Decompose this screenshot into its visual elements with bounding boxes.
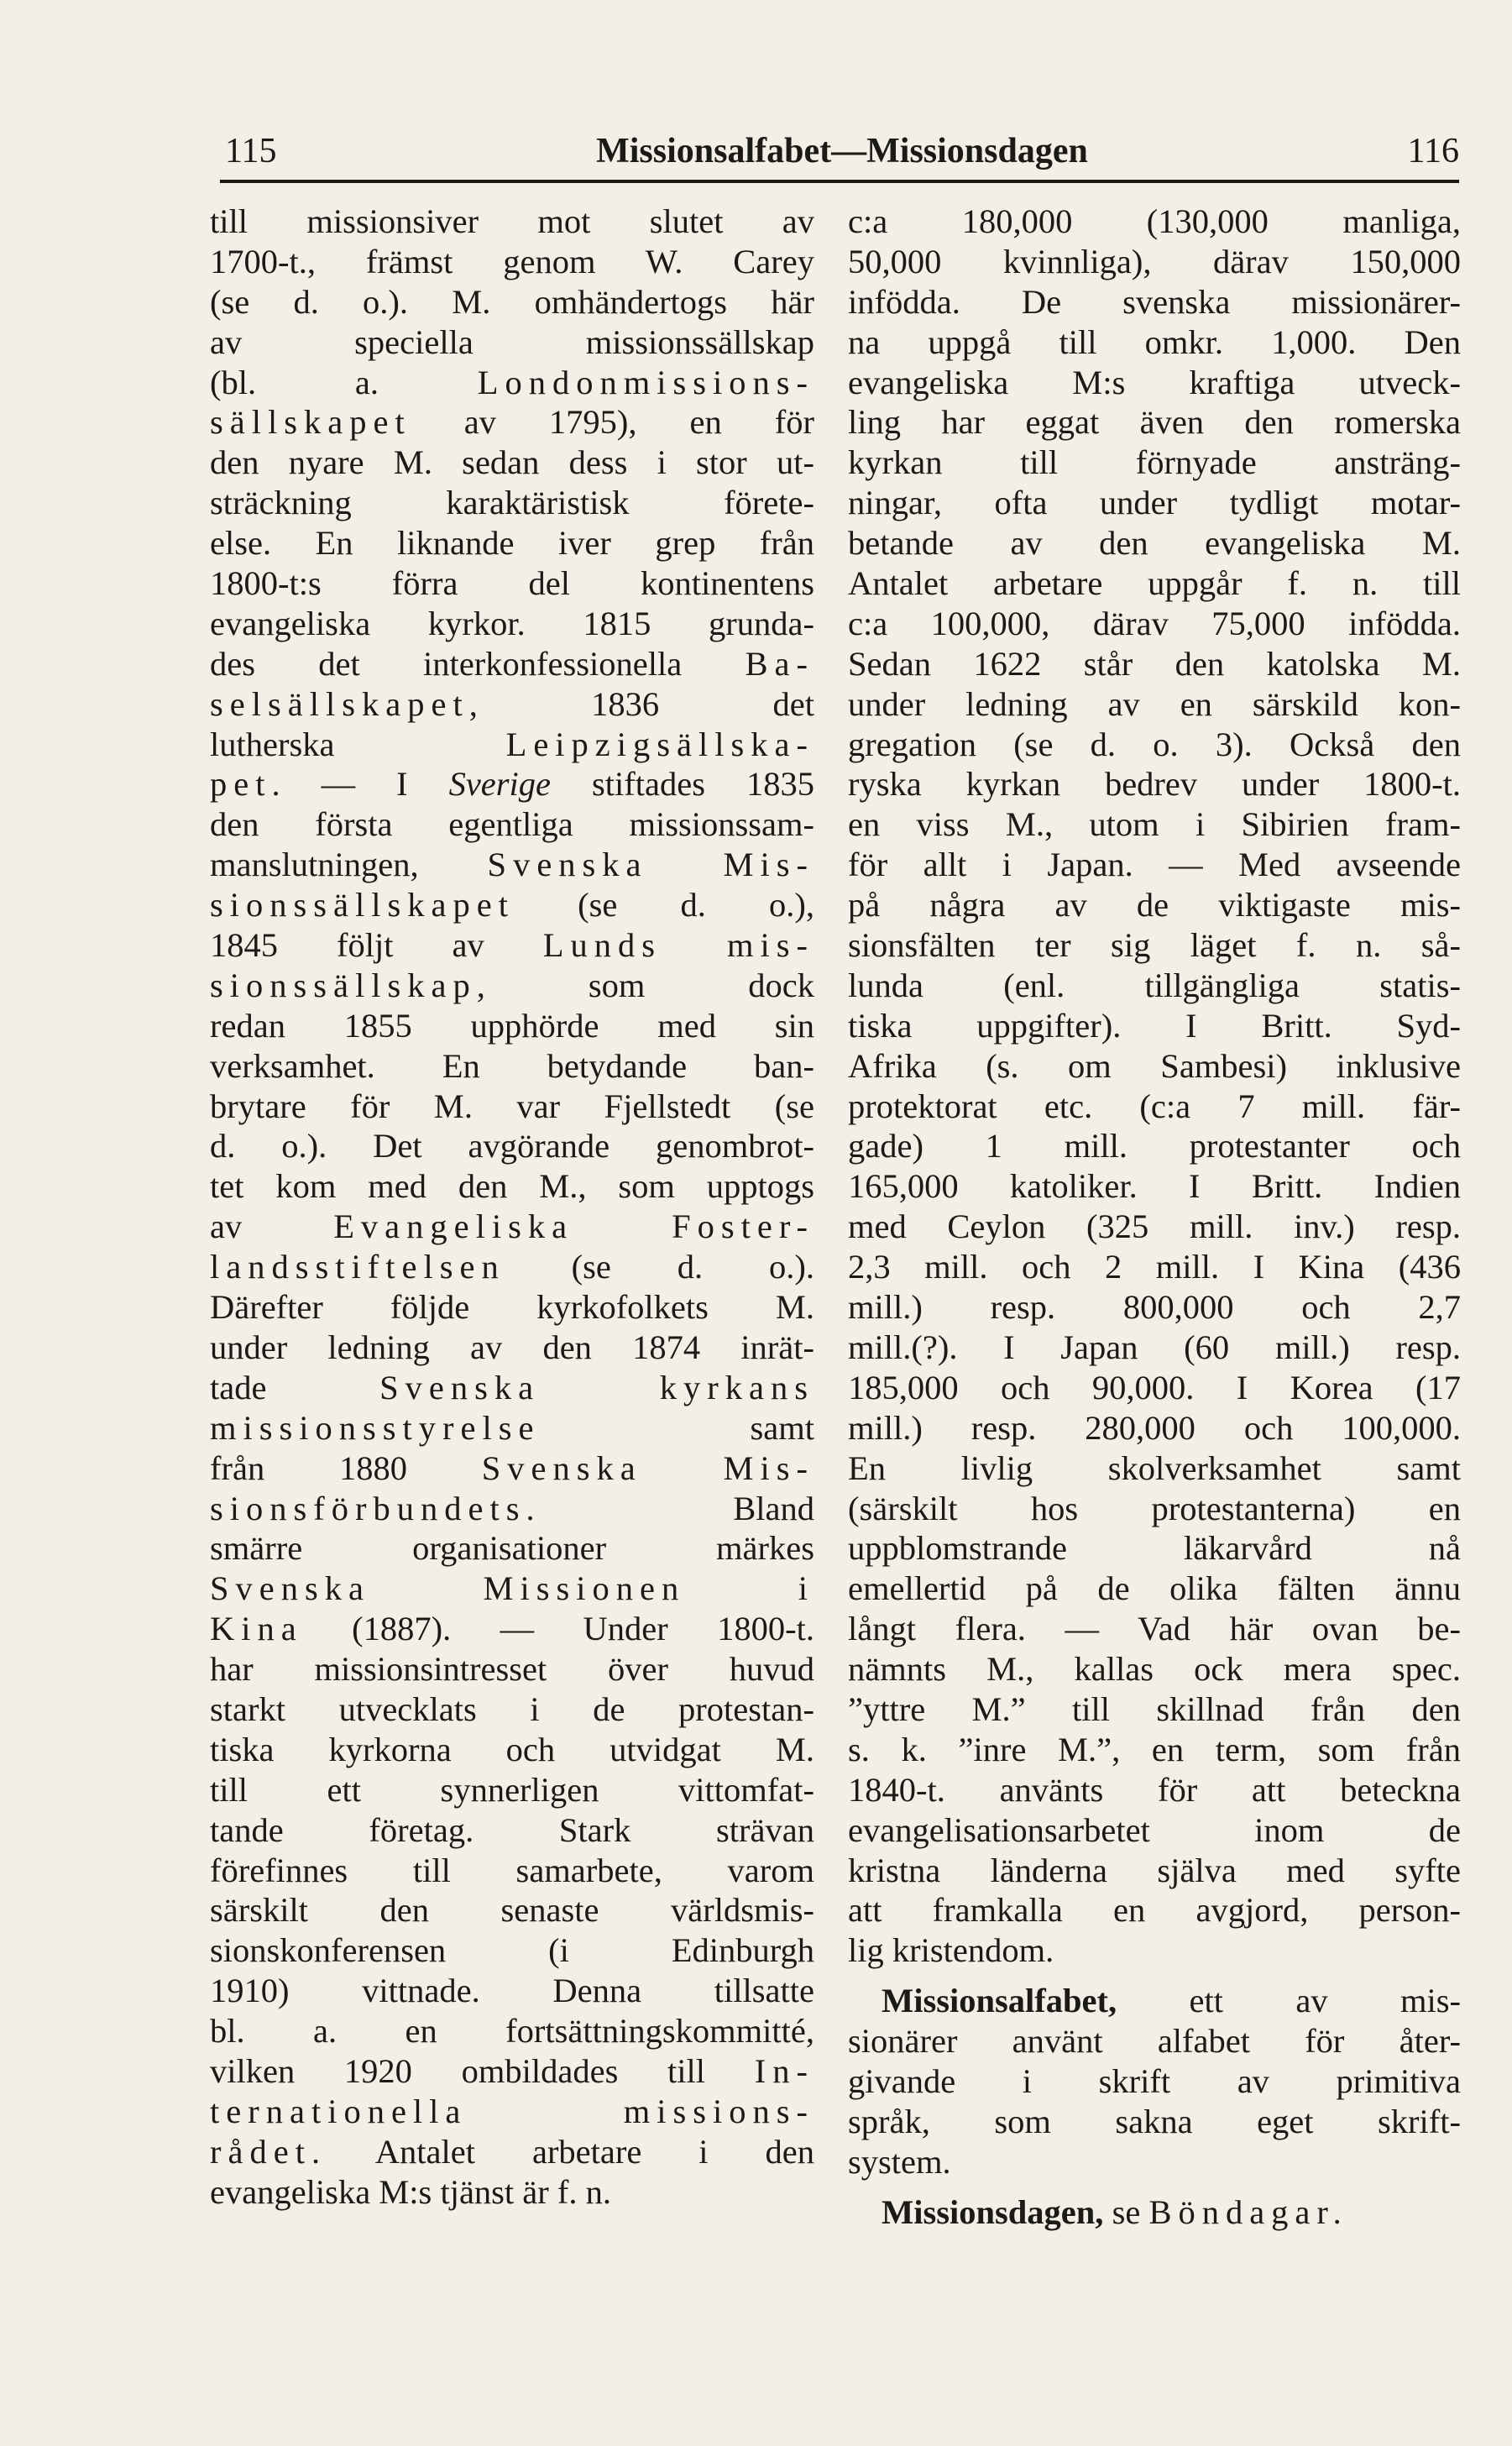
spaced-term: In- <box>754 2051 814 2090</box>
text-run: , som dock <box>476 966 814 1004</box>
text-line: av speciella missionssällskap <box>210 322 814 361</box>
text-line: till missionsiver mot slutet av <box>210 202 814 240</box>
spaced-term: Evangeliska Foster- <box>333 1207 814 1246</box>
text-line: Afrika (s. om Sambesi) inklusive <box>848 1046 1461 1085</box>
text-line <box>848 1981 1461 2021</box>
text-line <box>210 1247 814 1287</box>
header-rule <box>220 180 1459 183</box>
spaced-term: Leipzigsällska- <box>505 725 814 763</box>
spaced-term: Lunds mis- <box>542 926 814 965</box>
text-line: Antalet arbetare uppgår f. n. till <box>848 564 1461 603</box>
text-line <box>210 1609 814 1649</box>
text-line: 1910) vittnade. Denna tillsatte <box>210 1972 814 2010</box>
text-line <box>210 2132 814 2172</box>
text-line: s. k. ”inre M.”, en term, som från <box>848 1730 1461 1768</box>
text-line: brytare för M. var Fjellstedt (se <box>210 1087 814 1125</box>
text-line: starkt utvecklats i de protestan- <box>210 1689 814 1728</box>
text-line: evangelisationsarbetet inom de <box>848 1810 1461 1849</box>
text-run: (se d. o.), <box>514 886 814 924</box>
text-line: En livlig skolverksamhet samt <box>848 1448 1461 1487</box>
text-line: språk, som sakna eget skrift- <box>848 2102 1461 2140</box>
text-line <box>210 2092 814 2132</box>
text-line: uppblomstrande läkarvård nå <box>848 1529 1461 1568</box>
spaced-term: sionsförbundets <box>210 1489 526 1527</box>
text-line <box>210 966 814 1006</box>
text-line: har missionsintresset över huvud <box>210 1650 814 1689</box>
text-line <box>210 925 814 966</box>
text-line: evangeliska kyrkor. 1815 grunda- <box>210 604 814 642</box>
running-title: Missionsalfabet—Missionsdagen <box>596 132 1088 170</box>
text-run: stiftades 1835 <box>551 765 814 804</box>
text-line <box>210 1207 814 1247</box>
text-line <box>210 684 814 725</box>
text-line <box>210 1448 814 1489</box>
text-line: kyrkan till förnyade ansträng- <box>848 443 1461 482</box>
text-line: tiska uppgifter). I Britt. Syd- <box>848 1006 1461 1045</box>
text-line <box>210 644 814 684</box>
text-line: Därefter följde kyrkofolkets M. <box>210 1288 814 1327</box>
text-line <box>210 1408 814 1448</box>
text-run: , 1836 det <box>468 684 814 723</box>
text-line: särskilt den senaste världsmis- <box>210 1891 814 1930</box>
spaced-term: Ba- <box>745 644 814 683</box>
text-run: 1845 följt av <box>210 926 543 965</box>
text-line: sionskonferensen (i Edinburgh <box>210 1931 814 1970</box>
text-run: . Bland <box>526 1489 814 1527</box>
text-line: evangeliska M:s tjänst är f. n. <box>210 2172 612 2211</box>
text-line: långt flera. — Vad här ovan be- <box>848 1610 1461 1648</box>
text-line <box>210 1569 814 1609</box>
text-line: c:a 180,000 (130,000 manliga, <box>848 202 1461 240</box>
entry-headword: Missionsalfabet, <box>882 1982 1117 2020</box>
text-line: Sedan 1622 står den katolska M. <box>848 644 1461 683</box>
text-line: tet kom med den M., som upptogs <box>210 1167 814 1206</box>
text-line: att framkalla en avgjord, person- <box>848 1891 1461 1930</box>
text-run: se <box>1103 2192 1149 2231</box>
spaced-term: Böndagar. <box>1148 2192 1348 2231</box>
text-line: 50,000 kvinnliga), därav 150,000 <box>848 242 1461 280</box>
text-line: den första egentliga missionssam- <box>210 805 814 844</box>
text-line <box>210 764 814 804</box>
entry-headword: Missionsdagen, <box>882 2192 1104 2231</box>
spaced-term: Londonmissions- <box>477 363 814 401</box>
paragraph-gap <box>848 2182 1461 2192</box>
text-line: för allt i Japan. — Med avseende <box>848 846 1461 884</box>
spaced-term: Svenska kyrkans <box>379 1368 814 1406</box>
text-line: smärre organisationer märkes <box>210 1529 814 1568</box>
text-line <box>210 885 814 925</box>
text-line: (särskilt hos protestanterna) en <box>848 1489 1461 1527</box>
text-run: vilken 1920 ombildades till <box>210 2051 755 2090</box>
spaced-term: pet <box>210 765 272 804</box>
text-line: evangeliska M:s kraftiga utveck- <box>848 363 1461 401</box>
text-line: protektorat etc. (c:a 7 mill. fär- <box>848 1087 1461 1125</box>
text-line: redan 1855 upphörde med sin <box>210 1006 814 1045</box>
text-line: ling har eggat även den romerska <box>848 403 1461 442</box>
text-line: (se d. o.). M. omhändertogs här <box>210 282 814 321</box>
text-line: förefinnes till samarbete, varom <box>210 1851 814 1889</box>
page-number-right: 116 <box>1407 132 1459 170</box>
text-line: ningar, ofta under tydligt motar- <box>848 484 1461 522</box>
text-run: av 1795), en för <box>411 403 814 442</box>
text-run: tade <box>210 1368 380 1406</box>
text-line: under ledning av en särskild kon- <box>848 684 1461 723</box>
text-line: ryska kyrkan bedrev under 1800-t. <box>848 765 1461 804</box>
text-line: sträckning karaktäristisk förete- <box>210 484 814 522</box>
italic-term: Sverige <box>448 765 552 804</box>
spaced-term: sionssällskapet <box>210 886 515 924</box>
text-run: av <box>210 1207 334 1246</box>
text-run: manslutningen, <box>210 846 488 884</box>
text-line: den nyare M. sedan dess i stor ut- <box>210 443 814 482</box>
text-line: betande av den evangeliska M. <box>848 524 1461 563</box>
paragraph-gap <box>848 1971 1461 1981</box>
spaced-term: sällskapet <box>210 403 411 442</box>
text-line <box>210 1489 814 1529</box>
text-line: 1800-t:s förra del kontinentens <box>210 564 814 603</box>
page-header <box>225 118 1459 171</box>
text-line: c:a 100,000, därav 75,000 infödda. <box>848 604 1461 642</box>
text-line: 1840-t. använts för att beteckna <box>848 1770 1461 1809</box>
text-line: system. <box>848 2142 951 2181</box>
text-line: sionärer använt alfabet för åter- <box>848 2022 1461 2061</box>
text-run: samt <box>540 1408 814 1447</box>
text-line: gregation (se d. o. 3). Också den <box>848 725 1461 763</box>
text-line: sionsfälten ter sig läget f. n. så- <box>848 926 1461 965</box>
text-run: (1887). — Under 1800-t. <box>302 1610 814 1648</box>
text-line: på några av de viktigaste mis- <box>848 886 1461 924</box>
spaced-term: sionssällskap <box>210 966 477 1004</box>
text-line: verksamhet. En betydande ban- <box>210 1046 814 1085</box>
spaced-term: selsällskapet <box>210 684 469 723</box>
spaced-term: ternationella missions- <box>210 2092 814 2130</box>
text-line: bl. a. en fortsättningskommitté, <box>210 2012 814 2051</box>
text-run: (se d. o.). <box>505 1248 814 1286</box>
text-run: från 1880 <box>210 1448 482 1487</box>
text-line: mill.) resp. 280,000 och 100,000. <box>848 1408 1461 1447</box>
text-line: emellertid på de olika fälten ännu <box>848 1569 1461 1608</box>
text-line: en viss M., utom i Sibirien fram- <box>848 805 1461 844</box>
spaced-term: landsstiftelsen <box>210 1248 505 1286</box>
text-line: gade) 1 mill. protestanter och <box>848 1127 1461 1165</box>
text-run: . Antalet arbetare i den <box>311 2132 814 2171</box>
text-line: 1700-t., främst genom W. Carey <box>210 242 814 280</box>
text-run: ett av mis- <box>1117 1982 1461 2020</box>
text-run: (bl. a. <box>210 363 478 401</box>
text-run: . — I <box>271 765 449 804</box>
text-line: else. En liknande iver grep från <box>210 524 814 563</box>
text-line: kristna länderna själva med syfte <box>848 1851 1461 1889</box>
spaced-term: Svenska Mis- <box>487 846 814 884</box>
text-line: under ledning av den 1874 inrät- <box>210 1328 814 1366</box>
text-line: ”yttre M.” till skillnad från den <box>848 1689 1461 1728</box>
text-line: 185,000 och 90,000. I Korea (17 <box>848 1368 1461 1406</box>
text-line <box>210 845 814 885</box>
left-column <box>210 202 814 2213</box>
right-column <box>848 202 1461 2233</box>
spaced-term: Svenska Missionen i <box>210 1569 814 1608</box>
text-line: na uppgå till omkr. 1,000. Den <box>848 322 1461 361</box>
text-line: tande företag. Stark strävan <box>210 1810 814 1849</box>
text-line <box>210 363 814 403</box>
spaced-term: missionsstyrelse <box>210 1408 541 1447</box>
text-line <box>210 2051 814 2092</box>
text-line: mill.) resp. 800,000 och 2,7 <box>848 1288 1461 1327</box>
spaced-term: rådet <box>210 2132 311 2171</box>
text-line: 2,3 mill. och 2 mill. I Kina (436 <box>848 1248 1461 1286</box>
text-line: lunda (enl. tillgängliga statis- <box>848 966 1461 1004</box>
text-line: tiska kyrkorna och utvidgat M. <box>210 1730 814 1768</box>
text-line: lig kristendom. <box>848 1931 1054 1970</box>
text-line: d. o.). Det avgörande genombrot- <box>210 1127 814 1165</box>
text-run: des det interkonfessionella <box>210 644 746 683</box>
text-line: 165,000 katoliker. I Britt. Indien <box>848 1167 1461 1206</box>
text-line <box>210 725 814 765</box>
text-line: infödda. De svenska missionärer- <box>848 282 1461 321</box>
spaced-term: Svenska Mis- <box>481 1448 814 1487</box>
text-line <box>210 402 814 443</box>
text-line <box>848 2192 1461 2233</box>
page-number-left: 115 <box>225 132 277 170</box>
text-line: till ett synnerligen vittomfat- <box>210 1770 814 1809</box>
text-line: med Ceylon (325 mill. inv.) resp. <box>848 1207 1461 1246</box>
text-line: givande i skrift av primitiva <box>848 2061 1461 2100</box>
text-run: lutherska <box>210 725 506 763</box>
text-line: nämnts M., kallas ock mera spec. <box>848 1650 1461 1689</box>
spaced-term: Kina <box>210 1610 303 1648</box>
text-line <box>210 1368 814 1408</box>
text-line: mill.(?). I Japan (60 mill.) resp. <box>848 1328 1461 1366</box>
